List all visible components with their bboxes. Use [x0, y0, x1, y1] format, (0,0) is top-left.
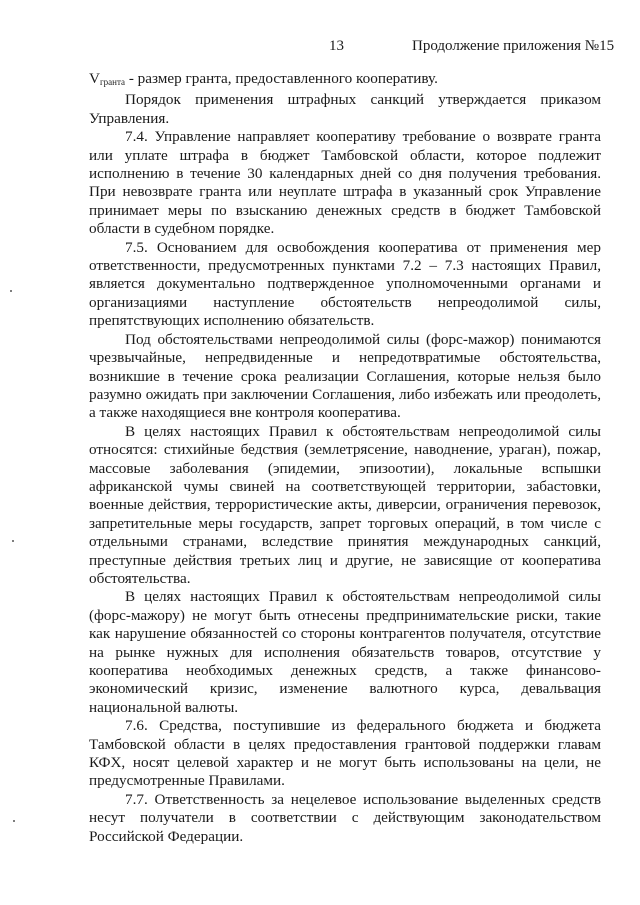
scan-speck: [13, 820, 15, 822]
paragraph-force-majeure-definition: Под обстоятельствами непреодолимой силы (форс-мажор) понимаются чрезвычайные, непредвиденные и непредотвратимые обстоятельства, возникшие в течение срока реализации Соглашения, которые нельзя было разумно ожидать при заключении Соглашения, либо избежать или преодолеть, а также находящиеся вне контроля кооператива.: [89, 330, 601, 422]
scan-speck: [10, 290, 12, 292]
appendix-continuation-label: Продолжение приложения №15: [412, 38, 615, 54]
paragraph-7-6: 7.6. Средства, поступившие из федерального бюджета и бюджета Тамбовской области в целях предоставления грантовой поддержки главам КФХ, носят целевой характер и не могут быть использованы на цели, не предусмотренные Правилами.: [89, 717, 601, 790]
paragraph-7-5: 7.5. Основанием для освобождения кооператива от применения мер ответственности, предусмотренных пунктами 7.2 – 7.3 настоящих Правил, является документально подтвержденное уполномоченными органами и организациями наступление обстоятельств непреодолимой силы, препятствующих исполнению обязательств.: [89, 238, 601, 330]
grant-variable-subscript: гранта: [99, 77, 126, 87]
paragraph-force-majeure-excludes: В целях настоящих Правил к обстоятельствам непреодолимой силы (форс-мажору) не могут быть отнесены предпринимательские риски, такие как нарушение обязанностей со стороны контрагентов получателя, отсутствие на рынке нужных для исполнения обязательств товаров, отсутствие у кооператива необходимых денежных средств, а также финансово-экономический кризис, изменение валютного курса, девальвация национальной валюты.: [89, 588, 601, 716]
scan-speck: [12, 540, 14, 542]
document-body: [89, 70, 601, 846]
page-header: [0, 38, 640, 58]
paragraph-force-majeure-includes: В целях настоящих Правил к обстоятельствам непреодолимой силы относятся: стихийные бедствия (землетрясение, наводнение, ураган), пожар, массовые заболевания (эпидемии, эпизоотии), локальные вспышки африканской чумы свиней на соответствующей территории, забастовки, военные действия, террористические акты, диверсии, ограничения перевозок, запретительные меры государств, запрет торговых операций, в том числе с отдельными странами, вследствие принятия международных санкций, преступные действия третьих лиц и другие, не зависящие от кооператива обстоятельства.: [89, 422, 601, 587]
paragraph-7-7: 7.7. Ответственность за нецелевое использование выделенных средств несут получатели в соответствии с действующим законодательством Российской Федерации.: [89, 790, 601, 845]
grant-size-definition: [89, 70, 601, 91]
grant-variable: V: [89, 70, 100, 87]
paragraph-7-4: 7.4. Управление направляет кооперативу требование о возврате гранта или уплате штрафа в бюджет Тамбовской области, которое подлежит исполнению в течение 30 календарных дней со дня получения требования. При невозврате гранта или неуплате штрафа в указанный срок Управление принимает меры по взысканию денежных средств в бюджет Тамбовской области в судебном порядке.: [89, 128, 601, 238]
grant-definition-text: - размер гранта, предоставленного кооперативу.: [125, 70, 438, 87]
page-number: 13: [329, 38, 344, 54]
paragraph-penalty-procedure: Порядок применения штрафных санкций утверждается приказом Управления.: [89, 91, 601, 127]
